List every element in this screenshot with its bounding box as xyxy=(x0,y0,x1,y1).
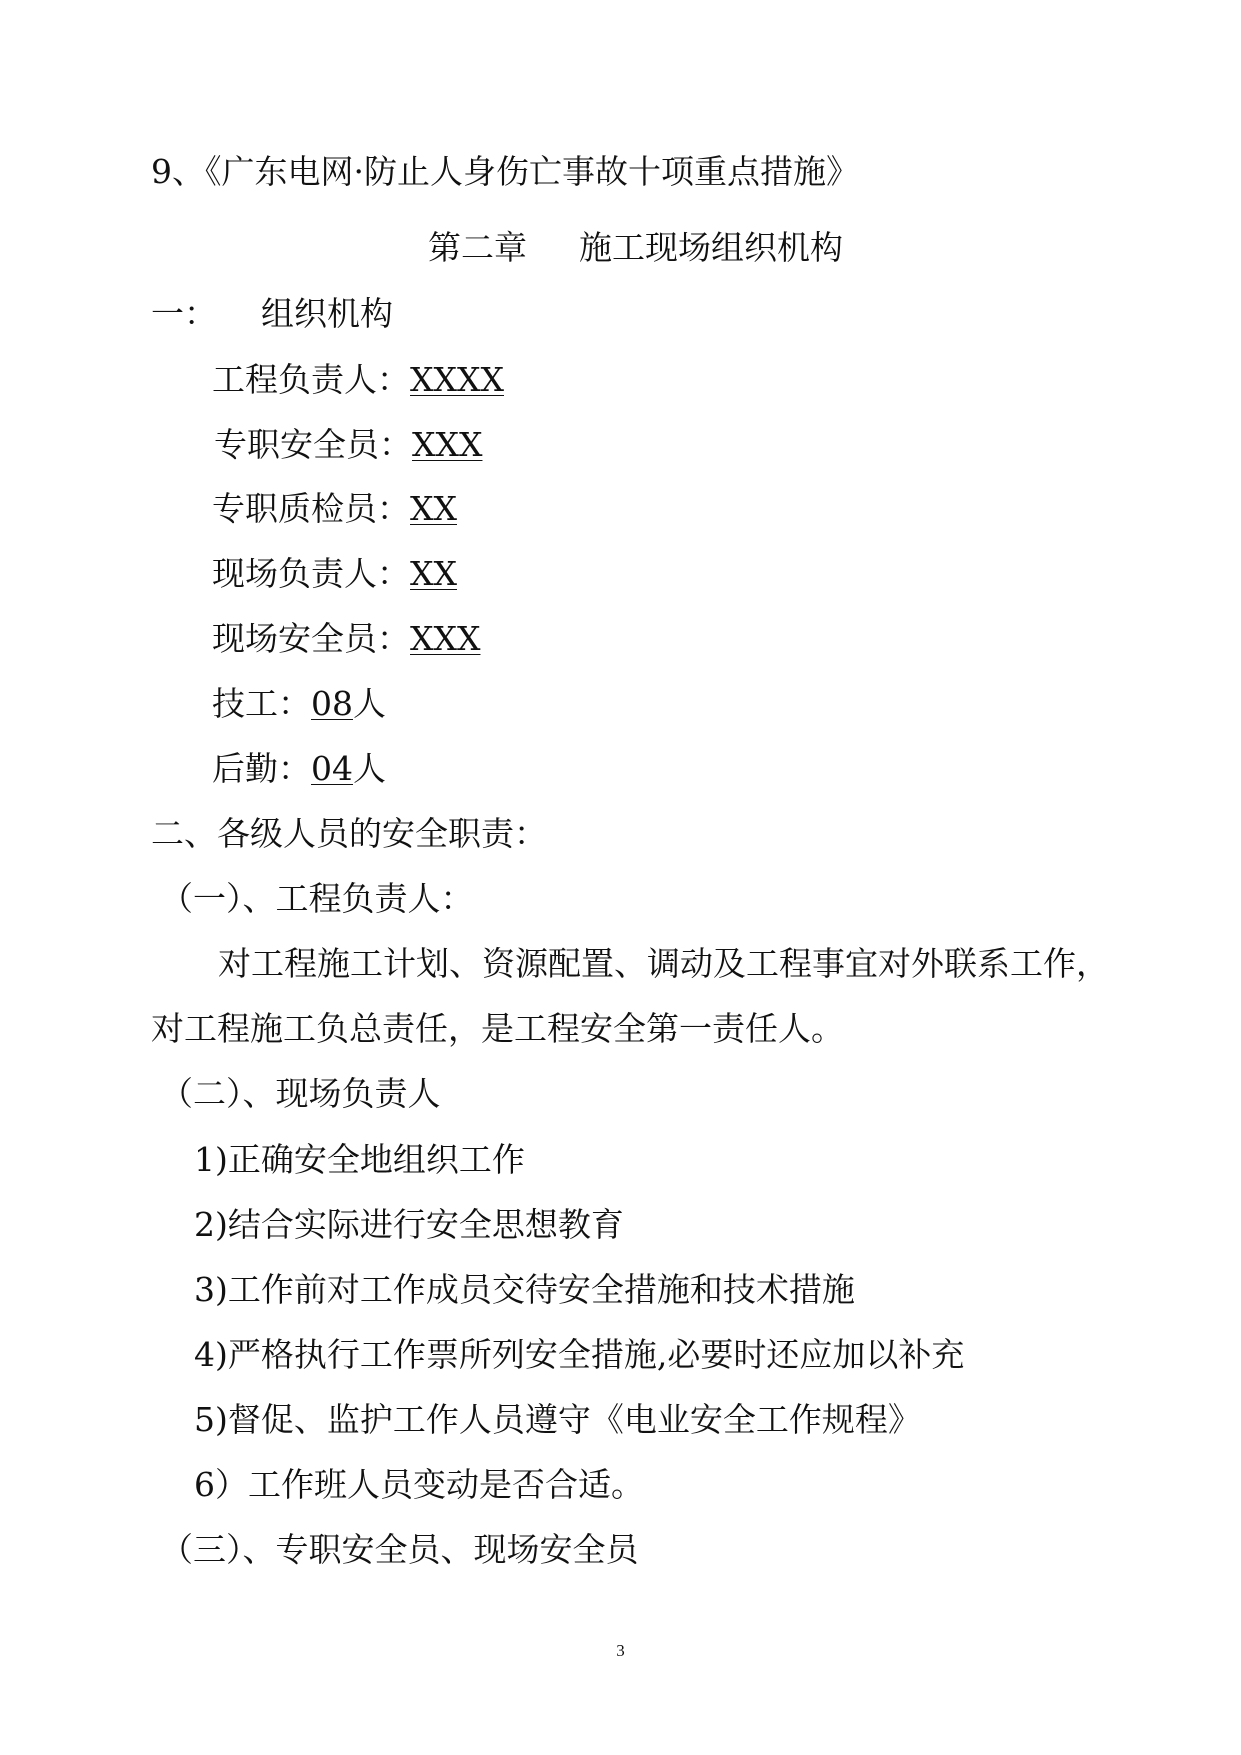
list-item: 4)严格执行工作票所列安全措施,必要时还应加以补充 xyxy=(194,1335,965,1374)
role-value: XX xyxy=(410,489,457,528)
role-row xyxy=(212,489,457,528)
page-number: 3 xyxy=(616,1641,625,1660)
chapter-number: 第二章 xyxy=(428,228,527,267)
role-value: 04 xyxy=(311,749,353,788)
subsection-heading: （二）、现场负责人 xyxy=(160,1074,441,1113)
paragraph-line: 对工程施工负总责任，是工程安全第一责任人。 xyxy=(151,1009,844,1048)
subsection-heading: （三）、专职安全员、现场安全员 xyxy=(160,1530,639,1569)
reference-item: 9、《广东电网·防止人身伤亡事故十项重点措施》 xyxy=(151,152,859,191)
chapter-heading xyxy=(428,228,843,267)
subsection-heading: （一）、工程负责人： xyxy=(160,879,474,918)
section-heading: 二、各级人员的安全职责： xyxy=(151,814,547,853)
role-label: 后勤： xyxy=(212,749,311,788)
role-row xyxy=(212,684,386,723)
role-suffix: 人 xyxy=(353,684,386,723)
role-value: 08 xyxy=(311,684,353,723)
role-label: 工程负责人： xyxy=(212,360,410,399)
role-label: 技工： xyxy=(212,684,311,723)
role-value: XX xyxy=(410,554,457,593)
role-value: XXXX xyxy=(410,360,504,399)
role-label: 专职质检员： xyxy=(212,489,410,528)
role-label: 现场负责人： xyxy=(212,554,410,593)
role-label: 现场安全员： xyxy=(212,619,410,658)
role-row xyxy=(214,425,483,464)
section-heading xyxy=(151,294,393,333)
role-row xyxy=(212,554,457,593)
list-item: 1)正确安全地组织工作 xyxy=(194,1140,525,1179)
role-row xyxy=(212,360,504,399)
section-title: 组织机构 xyxy=(261,294,393,333)
list-item: 2)结合实际进行安全思想教育 xyxy=(194,1205,624,1244)
list-item: 6）工作班人员变动是否合适。 xyxy=(194,1465,644,1504)
chapter-title: 施工现场组织机构 xyxy=(579,228,843,267)
role-row xyxy=(212,749,386,788)
paragraph-line: 对工程施工计划、资源配置、调动及工程事宜对外联系工作， xyxy=(218,944,1109,983)
list-item: 5)督促、监护工作人员遵守《电业安全工作规程》 xyxy=(194,1400,921,1439)
role-row xyxy=(212,619,481,658)
role-value: XXX xyxy=(412,425,483,464)
role-value: XXX xyxy=(410,619,481,658)
section-label: 一： xyxy=(151,294,217,333)
list-item: 3)工作前对工作成员交待安全措施和技术措施 xyxy=(194,1270,855,1309)
role-suffix: 人 xyxy=(353,749,386,788)
role-label: 专职安全员： xyxy=(214,425,412,464)
